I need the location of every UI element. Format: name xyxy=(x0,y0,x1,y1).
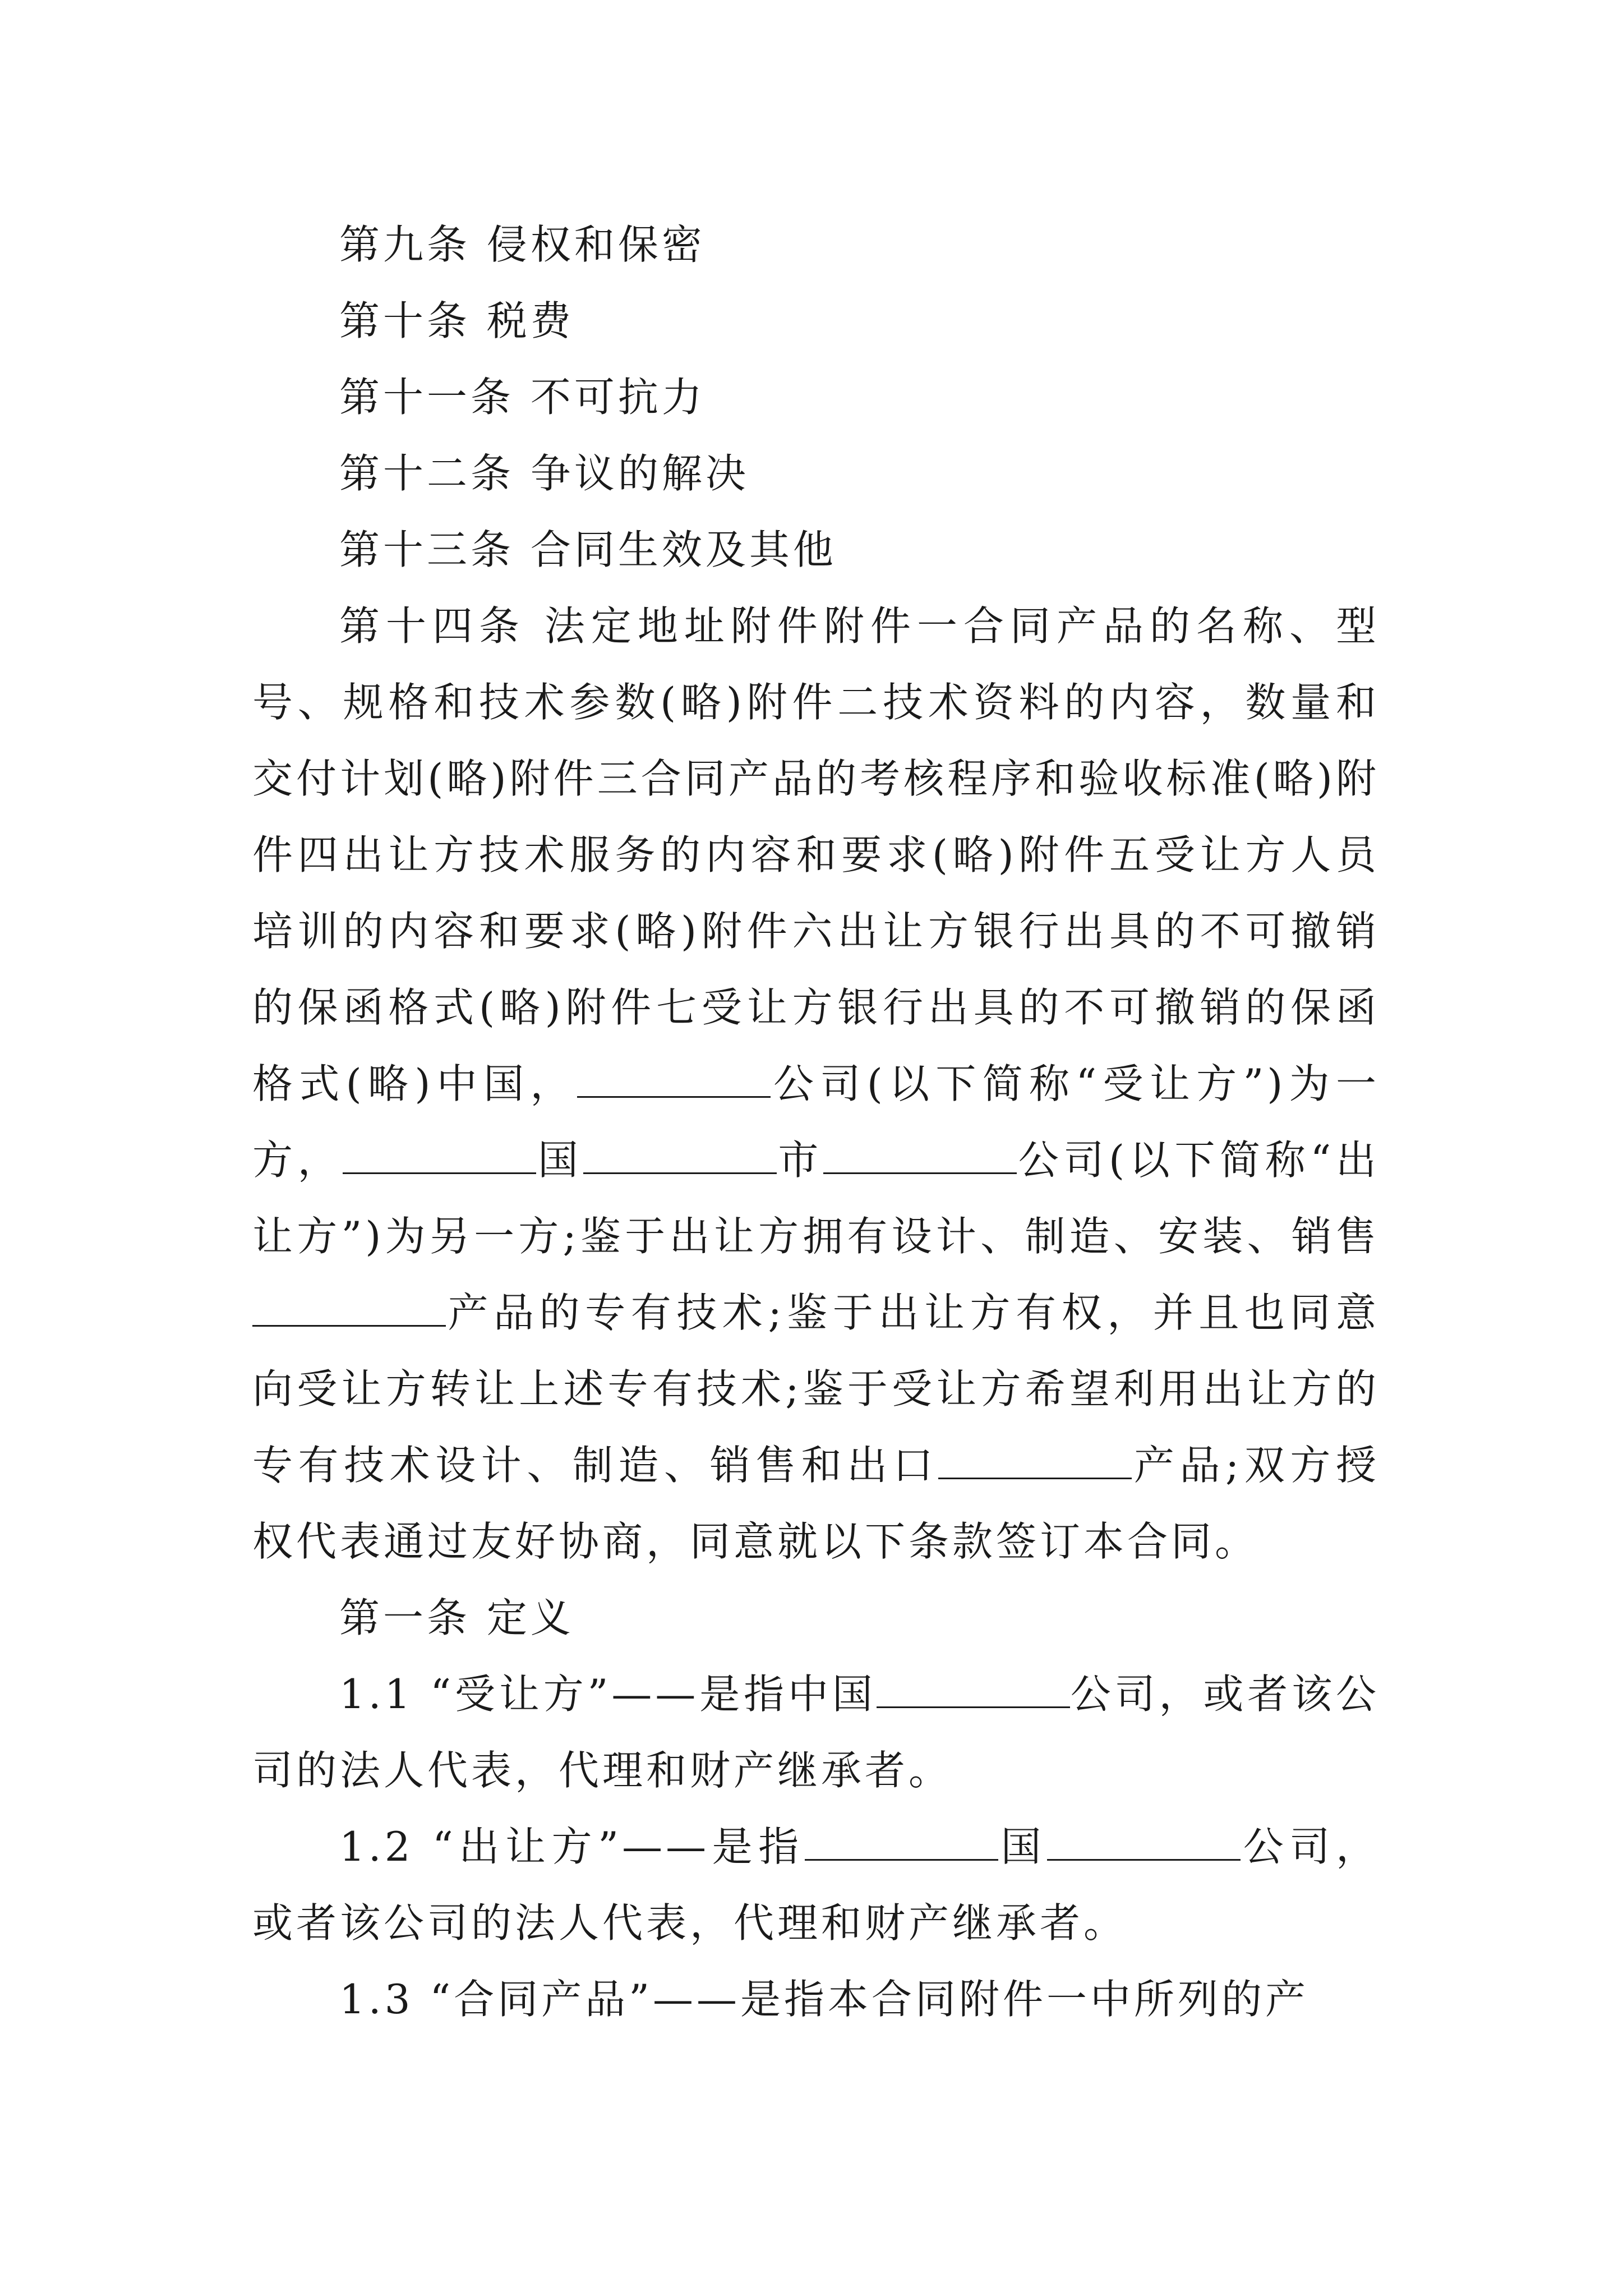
definition-1-2 xyxy=(252,1809,1380,1961)
article-9-heading: 第九条 侵权和保密 xyxy=(339,221,706,268)
article-14-paragraph xyxy=(252,588,1380,1580)
article-14-text-2: 公司(以下简称“受让方”)为一方， xyxy=(252,1060,1380,1184)
blank-field xyxy=(583,1134,777,1174)
blank-field xyxy=(252,1287,446,1327)
definition-1-2-text-c: 公司，或者该公司的法人代表，代理和财产继承者。 xyxy=(252,1823,1380,1947)
blank-field xyxy=(805,1821,998,1861)
definition-1-2-text-a: 1.2 “出让方”——是指 xyxy=(339,1823,805,1870)
article-12-heading: 第十二条 争议的解决 xyxy=(339,450,749,497)
blank-field xyxy=(577,1058,771,1098)
definition-1-3 xyxy=(252,1961,1380,2037)
blank-field xyxy=(823,1134,1017,1174)
blank-field xyxy=(877,1668,1070,1708)
article-14-text-3: 国 xyxy=(536,1137,583,1184)
definition-1-1-text-b: 公司，或者该公司的法人代表，代理和财产继承者。 xyxy=(252,1671,1380,1794)
article-11-heading: 第十一条 不可抗力 xyxy=(339,374,706,421)
article-14-text-6: 产品的专有技术;鉴于出让方有权，并且也同意向受让方转让上述专有技术;鉴于受让方希望利用出让方的专有技术设计、制造、销售和出口 xyxy=(252,1289,1380,1489)
article-14-text-5: 公司(以下简称“出让方”)为另一方;鉴于出让方拥有设计、制造、安装、销售 xyxy=(252,1137,1380,1260)
definition-1-2-text-b: 国 xyxy=(998,1823,1048,1870)
article-13-heading: 第十三条 合同生效及其他 xyxy=(339,526,837,573)
article-14-text-7: 产品;双方授权代表通过友好协商，同意就以下条款签订本合同。 xyxy=(252,1442,1380,1565)
article-14-text-1: 第十四条 法定地址附件附件一合同产品的名称、型号、规格和技术参数(略)附件二技术资料的内容，数量和交付计划(略)附件三合同产品的考核程序和验收标准(略)附件四出让方技术服务的内容和要求(略)附件五受让方人员培训的内容和要求(略)附件六出让方银行出具的不可撤销的保函格式(略)附件七受让方银行出具的不可撤销的保函格式(略)中国， xyxy=(252,602,1380,1107)
definition-1-1 xyxy=(252,1656,1380,1809)
article-1-heading: 第一条 定义 xyxy=(339,1594,574,1641)
blank-field xyxy=(343,1134,536,1174)
contract-text xyxy=(252,206,1380,2037)
article-14-text-4: 市 xyxy=(776,1137,824,1184)
blank-field xyxy=(938,1439,1132,1479)
article-10-heading: 第十条 税费 xyxy=(339,297,574,344)
definition-1-1-text-a: 1.1 “受让方”——是指中国 xyxy=(339,1671,877,1718)
definition-1-3-text-a: 1.3 “合同产品”——是指本合同附件一中所列的产 xyxy=(339,1976,1310,2023)
blank-field xyxy=(1047,1821,1241,1861)
